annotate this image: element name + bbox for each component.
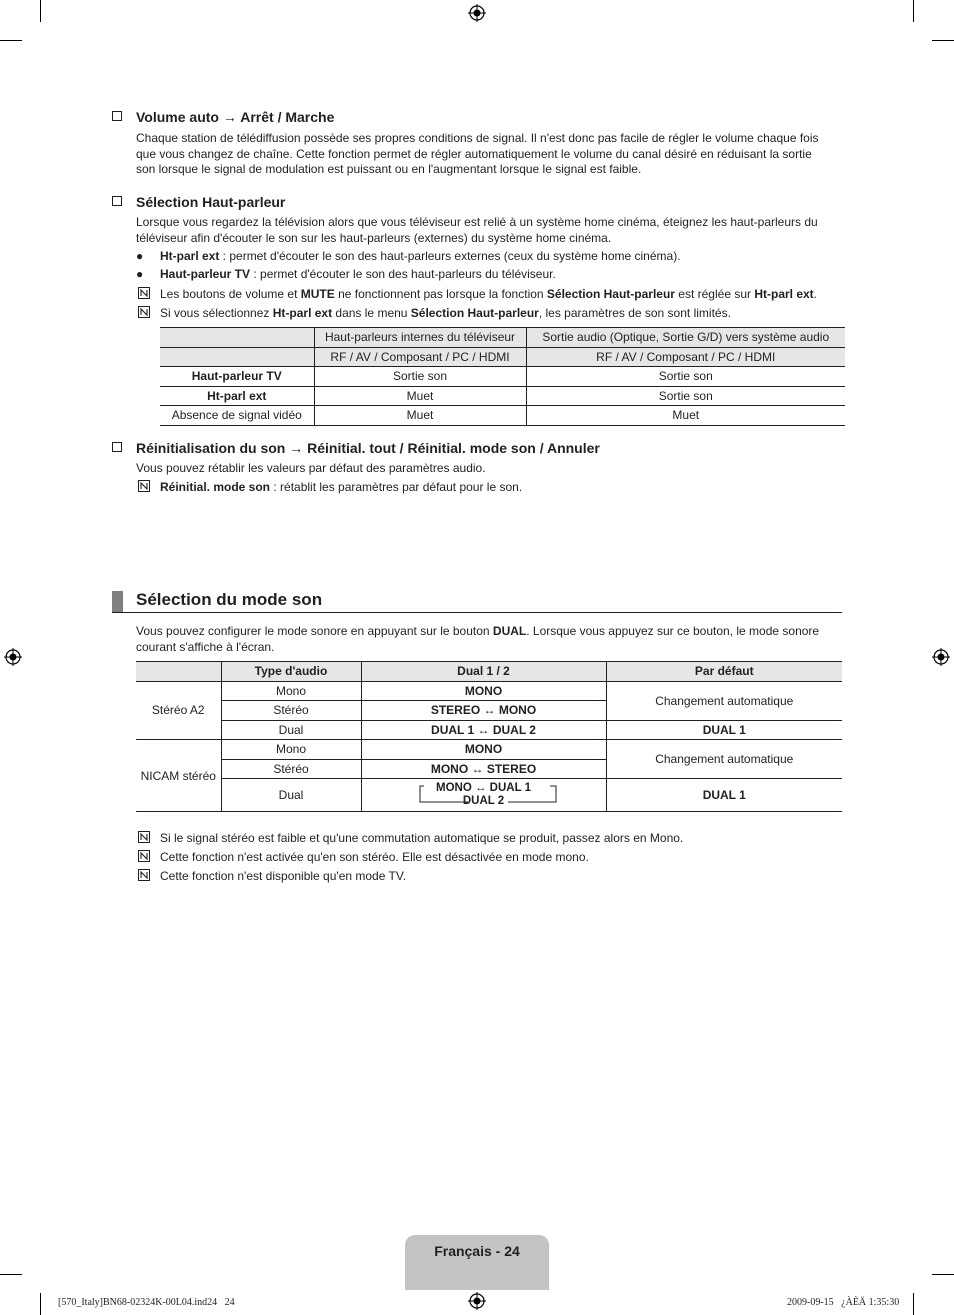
table-header-cell: Sortie audio (Optique, Sortie G/D) vers système audio xyxy=(526,328,845,348)
table-cell: Muet xyxy=(314,386,526,406)
text-line: téléviseur afin d'écouter le son sur les haut-parleurs (externes) du système home cinéma. xyxy=(136,230,612,245)
table-cell: Mono xyxy=(221,740,361,760)
table-cell: Mono xyxy=(221,681,361,701)
table-cell: Muet xyxy=(526,406,845,426)
cycle-line-1: MONO ↔ DUAL 1 xyxy=(436,782,531,794)
table-cell: DUAL 1 ↔ DUAL 2 xyxy=(361,720,606,740)
table-row xyxy=(136,720,842,740)
crop-mark xyxy=(913,1293,914,1315)
text-line: son lorsque le signal de modulation est puissant ou en l'augmentant lorsque le signal est faible. xyxy=(136,162,642,176)
table-cell: Changement automatique xyxy=(606,681,842,720)
page-number: Français - 24 xyxy=(434,1243,520,1259)
text-line: Vous pouvez rétablir les valeurs par défaut des paramètres audio. xyxy=(136,461,486,475)
note-icon xyxy=(138,480,150,492)
section-divider xyxy=(112,612,842,613)
registration-mark-icon xyxy=(4,648,22,666)
table-cell: MONO ↔ STEREO xyxy=(361,759,606,779)
table-row xyxy=(136,779,842,812)
speaker-table xyxy=(160,327,845,426)
registration-mark-icon xyxy=(932,648,950,666)
crop-mark xyxy=(40,1293,41,1315)
table-row xyxy=(136,740,842,760)
table-cell xyxy=(160,347,314,367)
section-text xyxy=(136,215,818,246)
table-cell: DUAL 1 xyxy=(606,720,842,740)
table-header-cell: Haut-parleurs internes du téléviseur xyxy=(314,328,526,348)
table-header-cell: Dual 1 / 2 xyxy=(361,662,606,682)
table-cell: STEREO ↔ MONO xyxy=(361,701,606,721)
note-icon xyxy=(138,850,150,862)
registration-mark-icon xyxy=(468,4,486,22)
crop-mark xyxy=(0,1274,22,1275)
print-slug-left: [570_Italy]BN68-02324K-00L04.ind24 24 xyxy=(58,1297,235,1308)
text-line: courant s'affiche à l'écran. xyxy=(136,639,275,654)
table-cell: Sortie son xyxy=(314,367,526,387)
table-cell: Stéréo xyxy=(221,759,361,779)
table-cell: Changement automatique xyxy=(606,740,842,779)
note-item: Réinitial. mode son : rétablit les paramètres par défaut pour le son. xyxy=(160,480,522,494)
table-cell: Ht-parl ext xyxy=(160,386,314,406)
checkbox-icon xyxy=(112,111,122,121)
section-title: Sélection du mode son xyxy=(136,590,323,609)
crop-mark xyxy=(913,0,914,22)
section-intro: Vous pouvez configurer le mode sonore en appuyant sur le bouton DUAL. Lorsque vous appuyez sur ce bouton, le mode sonore courant s'affiche à l'écran. xyxy=(136,624,820,654)
sound-mode-table xyxy=(136,661,842,812)
table-row xyxy=(160,367,845,387)
table-cell: NICAM stéréo xyxy=(136,740,221,812)
table-row xyxy=(160,406,845,426)
crop-mark xyxy=(0,40,22,41)
table-cell: MONO xyxy=(361,681,606,701)
table-row xyxy=(136,681,842,701)
table-cell: Sortie son xyxy=(526,367,845,387)
table-cell-dual-cycle xyxy=(361,779,606,812)
table-cell: Dual xyxy=(221,779,361,812)
note-item: Si vous sélectionnez Ht-parl ext dans le menu Sélection Haut-parleur, les paramètres de son sont limités. xyxy=(160,306,731,320)
print-slug-right: 2009-09-15 ¿ÀÈÄ 1:35:30 xyxy=(787,1297,900,1308)
table-header-cell: Par défaut xyxy=(606,662,842,682)
section-text xyxy=(136,131,819,178)
note-icon xyxy=(138,869,150,881)
checkbox-icon xyxy=(112,442,122,452)
table-cell: Absence de signal vidéo xyxy=(160,406,314,426)
note-item: Les boutons de volume et MUTE ne fonctionnent pas lorsque la fonction Sélection Haut-parleur est réglée sur Ht-parl ext. xyxy=(160,287,817,301)
table-cell: Stéréo A2 xyxy=(136,681,221,740)
table-cell xyxy=(136,662,221,682)
note-icon xyxy=(138,831,150,843)
table-header-cell: RF / AV / Composant / PC / HDMI xyxy=(314,347,526,367)
note-item: Si le signal stéréo est faible et qu'une commutation automatique se produit, passez alors en Mono. xyxy=(160,831,683,845)
table-header-row xyxy=(136,662,842,682)
note-icon xyxy=(138,287,150,299)
table-row xyxy=(160,347,845,367)
section-heading-volume-auto: Volume auto → Arrêt / Marche xyxy=(112,109,334,125)
table-cell: Sortie son xyxy=(526,386,845,406)
table-row xyxy=(160,328,845,348)
table-header-cell: Type d'audio xyxy=(221,662,361,682)
table-cell: Haut-parleur TV xyxy=(160,367,314,387)
table-cell xyxy=(160,328,314,348)
text-line: que vous changez de chaîne. Cette fonction permet de régler automatiquement le volume du canal désiré en réduisant la sortie xyxy=(136,146,812,161)
registration-mark-icon xyxy=(468,1292,486,1310)
section-text xyxy=(136,461,486,477)
text-line: Chaque station de télédiffusion possède ses propres conditions de signal. Il n'est donc pas facile de régler le volume chaque fois xyxy=(136,131,819,145)
table-cell: Stéréo xyxy=(221,701,361,721)
table-cell: MONO xyxy=(361,740,606,760)
crop-mark xyxy=(932,1274,954,1275)
table-cell: DUAL 1 xyxy=(606,779,842,812)
text-line: Lorsque vous regardez la télévision alors que vous téléviseur est relié à un système home cinéma, éteignez les haut-parleurs du xyxy=(136,215,818,229)
note-item: Cette fonction n'est disponible qu'en mode TV. xyxy=(160,869,406,883)
checkbox-icon xyxy=(112,196,122,206)
crop-mark xyxy=(932,40,954,41)
table-cell: Dual xyxy=(221,720,361,740)
table-cell: Muet xyxy=(314,406,526,426)
crop-mark xyxy=(40,0,41,22)
note-item: Cette fonction n'est activée qu'en son stéréo. Elle est désactivée en mode mono. xyxy=(160,850,589,864)
section-heading-selection-haut-parleur: Sélection Haut-parleur xyxy=(112,194,285,210)
table-header-cell: RF / AV / Composant / PC / HDMI xyxy=(526,347,845,367)
section-title-bar xyxy=(112,591,123,613)
cycle-line-2: DUAL 2 xyxy=(462,795,505,807)
cycle-arrow-icon xyxy=(416,784,558,806)
note-icon xyxy=(138,306,150,318)
table-row xyxy=(160,386,845,406)
section-heading-reinitialisation: Réinitialisation du son → Réinitial. tout / Réinitial. mode son / Annuler xyxy=(112,440,600,456)
